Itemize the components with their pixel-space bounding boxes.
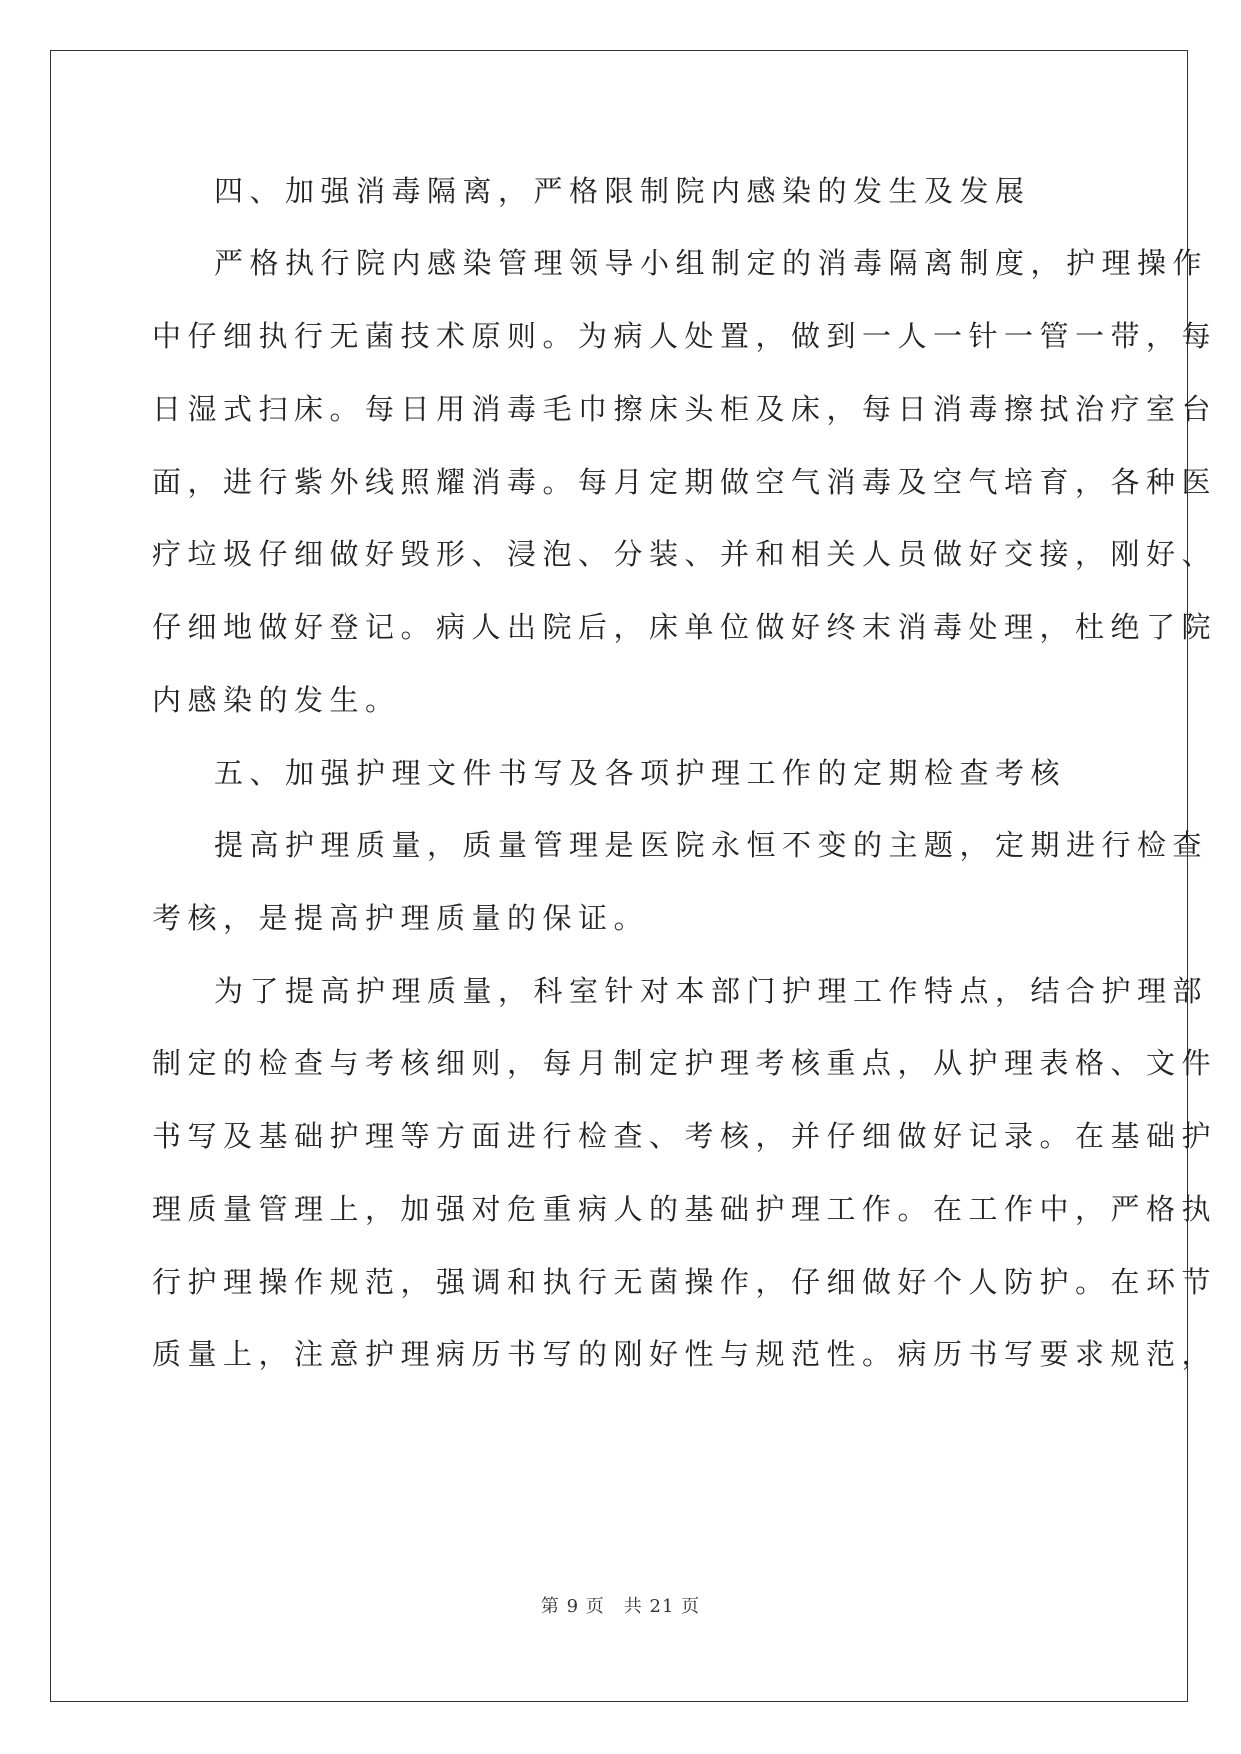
section-4-heading: 四、加强消毒隔离，严格限制院内感染的发生及发展: [214, 174, 1031, 208]
paragraph-line: 考核，是提高护理质量的保证。: [152, 901, 650, 935]
paragraph-line: 理质量管理上，加强对危重病人的基础护理工作。在工作中，严格执: [152, 1192, 1218, 1226]
paragraph-line: 内感染的发生。: [152, 683, 401, 717]
paragraph-line: 质量上，注意护理病历书写的刚好性与规范性。病历书写要求规范，: [152, 1337, 1218, 1371]
section-5-heading: 五、加强护理文件书写及各项护理工作的定期检查考核: [214, 756, 1067, 790]
paragraph-line: 日湿式扫床。每日用消毒毛巾擦床头柜及床，每日消毒擦拭治疗室台: [152, 392, 1218, 426]
paragraph-line: 制定的检查与考核细则，每月制定护理考核重点，从护理表格、文件: [152, 1046, 1218, 1080]
paragraph-line: 严格执行院内感染管理领导小组制定的消毒隔离制度，护理操作: [214, 246, 1209, 280]
paragraph-line: 提高护理质量，质量管理是医院永恒不变的主题，定期进行检查: [214, 828, 1209, 862]
paragraph-line: 书写及基础护理等方面进行检查、考核，并仔细做好记录。在基础护: [152, 1119, 1218, 1153]
paragraph-line: 行护理操作规范，强调和执行无菌操作，仔细做好个人防护。在环节: [152, 1265, 1218, 1299]
paragraph-line: 仔细地做好登记。病人出院后，床单位做好终末消毒处理，杜绝了院: [152, 610, 1218, 644]
paragraph-line: 中仔细执行无菌技术原则。为病人处置，做到一人一针一管一带，每: [152, 319, 1218, 353]
page-number-footer: 第 9 页 共 21 页: [540, 1596, 701, 1617]
paragraph-line: 疗垃圾仔细做好毁形、浸泡、分装、并和相关人员做好交接，刚好、: [152, 537, 1218, 571]
paragraph-line: 面，进行紫外线照耀消毒。每月定期做空气消毒及空气培育，各种医: [152, 465, 1218, 499]
paragraph-line: 为了提高护理质量，科室针对本部门护理工作特点，结合护理部: [214, 974, 1209, 1008]
page-border: [50, 50, 1188, 1702]
